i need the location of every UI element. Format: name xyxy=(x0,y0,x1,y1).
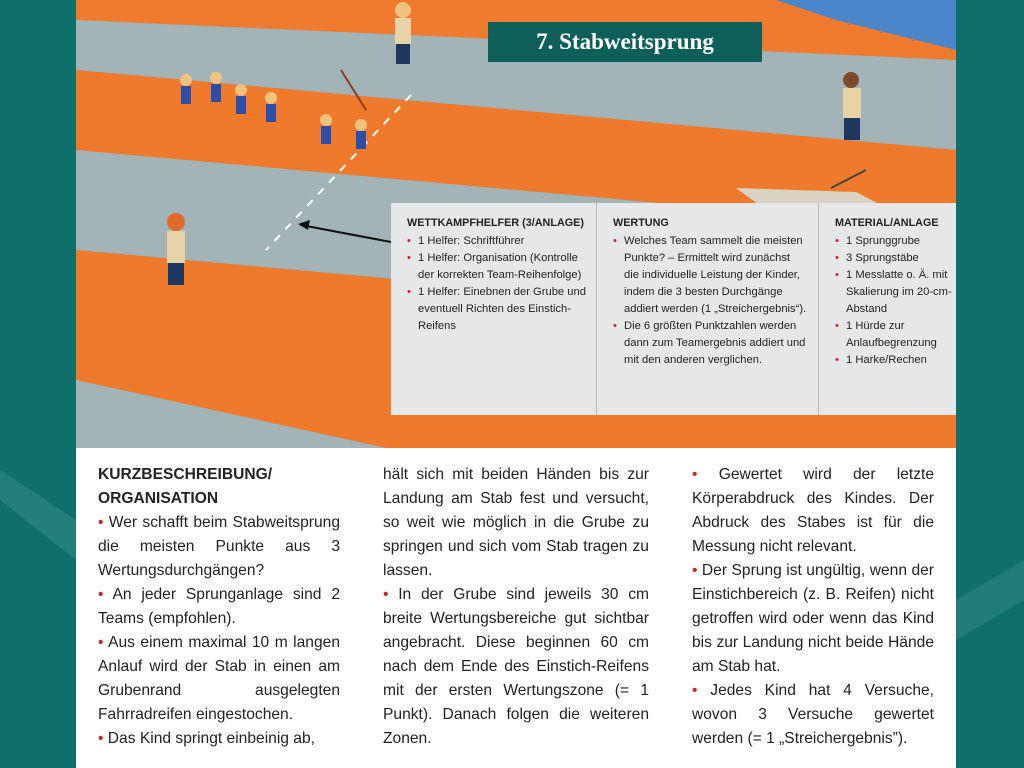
paragraph: • An jeder Sprunganlage sind 2 Teams (empfohlen). xyxy=(98,586,340,627)
scoring-item: • Welches Team sammelt die meisten Punkte? – Ermittelt wird zunächst die individuelle Leistung der Kinder, indem die 3 besten Durchgänge addiert werden (1 „Streichergebnis“). xyxy=(613,233,808,318)
paragraph: • Der Sprung ist ungültig, wenn der Einstichbereich (z. B. Reifen) nicht getroffen wird oder wenn das Kind bis zur Landung nicht beide Hände am Stab hat. xyxy=(692,562,934,675)
helper-figure-left xyxy=(167,213,185,285)
description-heading: KURZBESCHREIBUNG/ ORGANISATION xyxy=(98,466,273,507)
material-item: • 3 Sprungstäbe xyxy=(835,250,956,267)
description-column-1 xyxy=(98,463,340,751)
paragraph: hält sich mit beiden Händen bis zur Landung am Stab fest und versucht, so weit wie möglich in die Grube zu springen und sich vom Stab tragen zu lassen. xyxy=(383,466,649,579)
material-item: • 1 Harke/Rechen xyxy=(835,352,956,369)
description-column-2 xyxy=(383,463,649,751)
scoring-item: • Die 6 größten Punktzahlen werden dann zum Teamergebnis addiert und mit den anderen verglichen. xyxy=(613,318,808,369)
paragraph: • Wer schafft beim Stabweitsprung die meisten Punkte aus 3 Wertungsdurchgängen? xyxy=(98,514,340,579)
helpers-item: • 1 Helfer: Organisation (Kontrolle der korrekten Team-Reihenfolge) xyxy=(407,250,586,284)
paragraph: • Gewertet wird der letzte Körperabdruck des Kindes. Der Abdruck des Stabes ist für die Messung nicht relevant. xyxy=(692,466,934,555)
paragraph: • Jedes Kind hat 4 Versuche, wovon 3 Versuche gewertet werden (= 1 „Streichergebnis”). xyxy=(692,682,934,747)
info-table xyxy=(391,203,956,415)
material-item: • 1 Hürde zur Anlaufbegrenzung xyxy=(835,318,956,352)
paragraph: • Aus einem maximal 10 m langen Anlauf wird der Stab in einen am Grubenrand ausgelegten Fahrradreifen eingestochen. xyxy=(98,634,340,723)
helpers-item: • 1 Helfer: Schriftführer xyxy=(407,233,586,250)
material-column xyxy=(819,203,956,415)
helpers-column xyxy=(391,203,597,415)
description xyxy=(98,463,934,751)
scoring-heading: WERTUNG xyxy=(613,217,669,229)
helpers-item: • 1 Helfer: Einebnen der Grube und eventuell Richten des Einstich-Reifens xyxy=(407,284,586,335)
material-item: • 1 Messlatte o. Ä. mit Skalierung im 20-cm-Abstand xyxy=(835,267,956,318)
material-heading: MATERIAL/ANLAGE xyxy=(835,217,939,229)
page-title: 7. Stabweitsprung xyxy=(488,22,762,62)
material-item: • 1 Sprunggrube xyxy=(835,233,956,250)
description-column-3 xyxy=(692,463,934,751)
paragraph: • Das Kind springt einbeinig ab, xyxy=(98,730,315,747)
paragraph: • In der Grube sind jeweils 30 cm breite Wertungsbereiche gut sichtbar angebracht. Diese beginnen 60 cm nach dem Ende des Einstich-Reifens mit der ersten Wertungszone (= 1 Punkt). Danach folgen die weiteren Zonen. xyxy=(383,586,649,747)
helper-figure-right xyxy=(843,72,861,140)
page xyxy=(76,0,956,768)
scoring-column xyxy=(597,203,819,415)
helper-figure-top xyxy=(395,2,411,64)
helpers-heading: WETTKAMPFHELFER (3/ANLAGE) xyxy=(407,217,584,229)
